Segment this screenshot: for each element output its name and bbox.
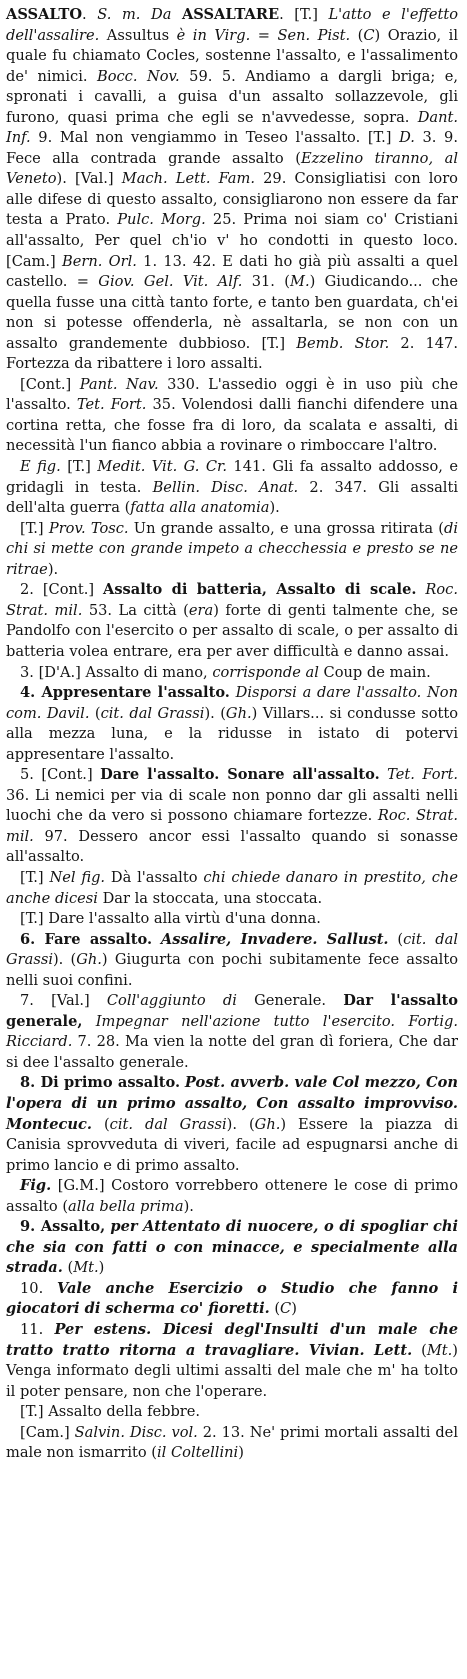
text-run: 25. Prima noi siam co' Cristiani all'assalto, Per quel ch'io v' ho condotti in questo loco. [Cam.] <box>6 211 459 270</box>
entry-sense-5-virtue <box>6 909 458 930</box>
text-run: 6. Fare assalto. <box>20 930 153 948</box>
text-run: ( <box>388 930 404 948</box>
text-run: ). <box>47 560 59 578</box>
text-run: ) Orazio, il quale fu chiamato Cocles, sostenne l'assalto, e l'assalimento de' nimici. <box>6 26 458 85</box>
text-run: Dar l'assalto generale, <box>6 992 459 1030</box>
text-run: 53. La città ( <box>82 601 189 619</box>
entry-paragraph-fig <box>6 457 458 519</box>
text-run: Tet. Fort. <box>76 396 147 414</box>
text-run: 7. [Val.] <box>20 992 107 1010</box>
text-run: Tet. Fort. <box>387 766 458 784</box>
text-run: Pant. Nav. <box>79 375 159 393</box>
text-run: Bellin. Disc. Anat. <box>152 478 299 496</box>
text-run: 2. 13. Ne' primi mortali assalti del male non ismarrito ( <box>6 1423 458 1462</box>
text-run: 7. 28. Ma vien la notte del gran dì foriera, Che dar si dee l'assalto generale. <box>6 1033 458 1071</box>
entry-sense-5 <box>6 765 458 868</box>
text-run: [T.] Assalto della febbre. <box>20 1403 201 1421</box>
text-run: ( <box>350 26 364 44</box>
text-run: ). ( <box>226 1115 255 1133</box>
text-run: ) <box>291 1300 297 1318</box>
text-run: Roc. Strat. mil. <box>6 807 458 845</box>
text-run: Dare l'assalto. Sonare all'assalto. <box>100 766 380 784</box>
text-run: 29. Consigliatisi con loro alle difese di questo assalto, consigliarono non essere da far testa a Prato. <box>6 170 458 229</box>
text-run: fatta alla anatomia <box>130 499 270 517</box>
text-run: . <box>82 6 98 23</box>
text-run: L'atto e l'effetto dell'assalire. <box>6 6 458 44</box>
text-run: Gh. <box>254 1115 281 1133</box>
text-run: Mt. <box>426 1341 453 1359</box>
entry-sense-11-cam <box>6 1423 458 1464</box>
text-run: ) Giugurta con pochi subitamente fece assalto nelli suoi confini. <box>6 951 458 989</box>
text-run: 31. ( <box>242 273 290 291</box>
text-run: 36. Li nemici per via di scale non ponno dar gli assalti nelli luochi che da vero si possono chiamare fortezze. <box>6 786 458 825</box>
text-run: chi chiede danaro in prestito, che anche dicesi <box>6 868 458 907</box>
text-run: corrisponde al <box>212 663 319 681</box>
text-run: D. <box>399 129 415 147</box>
text-run: ). <box>269 499 280 517</box>
entry-sense-5-fig <box>6 868 458 909</box>
text-run: ( <box>269 1300 281 1318</box>
text-run: Post. avverb. vale Col mezzo, Con l'opera di un primo assalto, Con assalto improvviso. Montecuc. <box>6 1074 459 1133</box>
text-run: Gh. <box>76 951 102 969</box>
text-run: ASSALTARE <box>181 6 280 23</box>
text-run: [Cont.] <box>20 375 80 393</box>
text-run: Ezzelino tiranno, al Veneto <box>6 149 459 188</box>
text-run: ). [Val.] <box>56 170 122 188</box>
text-run: C <box>363 26 375 44</box>
text-run: cit. dal Grassi <box>109 1115 227 1133</box>
text-run: Coup de main. <box>318 663 431 681</box>
text-run: . [T.] <box>279 6 329 23</box>
entry-sense-11 <box>6 1320 458 1402</box>
text-run: Salvin. Disc. vol. <box>74 1423 198 1441</box>
text-run: 5. [Cont.] <box>20 766 101 784</box>
text-run: ) Villars... si condusse sotto alla mezza luna, e la ridusse in istato di potervi appresentare l'assalto. <box>6 704 459 763</box>
text-run: [T.] <box>20 519 49 537</box>
text-run: [T.] <box>20 868 50 886</box>
text-run: Assalto di batteria, Assalto di scale. <box>103 581 417 599</box>
text-run <box>82 1013 95 1030</box>
entry-sense-4 <box>6 683 458 765</box>
text-run: Dar la stoccata, una stoccata. <box>97 889 323 907</box>
text-run: 9. Mal non vengiammo in Teseo l'assalto. [T.] <box>30 129 400 147</box>
text-run: M. <box>290 273 310 291</box>
text-run: 59. 5. Andiamo a dargli briga; e, spronati i cavalli, a guisa d'un assalto sollazzevole, gli furono, quasi prima che egli se n'avvedesse, sopra. <box>6 67 459 126</box>
text-run: 8. Di primo assalto. <box>20 1074 181 1092</box>
text-run: 2. 147. Fortezza da ribattere i loro assalti. <box>6 334 458 373</box>
text-run: Prov. Tosc. <box>48 519 129 537</box>
text-run: Giov. Gel. Vit. Alf. <box>98 273 243 291</box>
text-run: ( <box>62 1259 74 1277</box>
text-run: 3. 9. Fece alla contrada grande assalto ( <box>6 129 458 167</box>
text-run: Impegnar nell'azione tutto l'esercito. Fortig. Ricciard. <box>6 1012 458 1051</box>
text-run: C <box>280 1300 292 1318</box>
text-run: 9. Assalto, <box>20 1218 106 1236</box>
text-run: ) Essere la piazza di Canisia sprovveduta di viveri, facile ad espugnarsi anche di primo lancio e di primo assalto. <box>6 1115 458 1174</box>
entry-sense-3 <box>6 663 458 684</box>
text-run: 3. [D'A.] Assalto di mano, <box>20 663 213 681</box>
text-run: Per estens. Dicesi degl'Insulti d'un male che tratto tratto ritorna a travagliare. Vivian. Lett. <box>6 1321 458 1359</box>
text-run: Roc. Strat. mil. <box>6 581 458 619</box>
text-run: [T.] Dare l'assalto alla virtù d'una donna. <box>20 910 321 928</box>
text-run: ). <box>183 1197 194 1215</box>
text-run: per Attentato di nuocere, o di spogliar chi che sia con fatti o con minacce, e specialmente alla strada. <box>6 1218 459 1277</box>
text-run: 141. Gli fa assalto addosso, e gridagli in testa. <box>6 458 458 496</box>
entry-sense-8 <box>6 1073 458 1176</box>
text-run: ). ( <box>52 951 77 969</box>
text-run: ). ( <box>204 704 226 722</box>
entry-sense-6 <box>6 930 458 992</box>
text-run: ) forte di genti talmente che, se Pandolfo con l'esercito o per assalto di scale, o per assalto di batteria volea entrare, era per aver difficultà e danno assai. <box>6 601 458 660</box>
text-run: Disporsi a dare l'assalto. Non com. Davil. <box>6 684 458 722</box>
text-run: 97. Dessero ancor essi l'assalto quando si sonasse all'assalto. <box>6 827 458 866</box>
text-run: [G.M.] Costoro vorrebbero ottenere le cose di primo assalto ( <box>6 1177 458 1215</box>
text-run: il Coltellini <box>157 1444 239 1462</box>
text-run: 4. Appresentare l'assalto. <box>20 684 230 702</box>
text-run: cit. dal Grassi <box>6 930 458 969</box>
text-run: era <box>188 601 214 619</box>
text-run: E fig. <box>20 458 61 476</box>
text-run: Bemb. Stor. <box>296 334 390 352</box>
text-run: Dà l'assalto <box>105 868 204 886</box>
text-run: Generale. <box>236 992 344 1010</box>
text-run: è in Virg. = Sen. Pist. <box>176 26 351 44</box>
text-run: 11. <box>20 1321 55 1338</box>
text-run: ( <box>412 1341 427 1359</box>
text-run: [Cam.] <box>20 1423 75 1441</box>
text-run: Dant. Inf. <box>6 108 458 147</box>
entry-sense-10 <box>6 1279 458 1320</box>
text-run: ASSALTO <box>6 6 83 23</box>
text-run: ) Venga informato degli ultimi assalti del male che m' ha tolto il poter pensare, non che l'operare. <box>6 1341 458 1400</box>
text-run: Assalire, Invadere. Sallust. <box>160 930 389 948</box>
entry-sense-2 <box>6 580 458 662</box>
text-run: Mach. Lett. Fam. <box>121 170 255 188</box>
text-run: Un grande assalto, e una grossa ritirata ( <box>128 519 444 537</box>
text-run <box>152 931 161 948</box>
text-run: ) Giudicando... che quella fusse una città tanto forte, e tanto ben guardata, ch'ei non si potesse offenderla, nè assaltarla, se non con un assalto grandemente dubbioso. [T.] <box>6 273 458 352</box>
text-run: Gh. <box>225 704 252 722</box>
text-run: Pulc. Morg. <box>117 211 206 229</box>
text-run: Assultus <box>106 26 177 44</box>
text-run: Medit. Vit. G. Cr. <box>97 458 227 476</box>
text-run: ( <box>89 704 101 722</box>
text-run: ( <box>92 1115 110 1133</box>
text-run: S. m. Da <box>97 6 182 23</box>
entry-sense-9 <box>6 1217 458 1279</box>
text-run: Coll'aggiunto di <box>106 992 237 1010</box>
entry-headword-paragraph <box>6 5 458 375</box>
text-run: 35. Volendosi dalli fianchi difendere una cortina retta, che fosse fra di loro, da scalata e assalti, di necessità l'un fianco abbia a rovinare o rimboccare l'altro. <box>6 396 458 455</box>
text-run: 1. 13. 42. E dati ho già più assalti a quel castello. = <box>6 252 458 291</box>
text-run: Mt. <box>73 1259 99 1277</box>
text-run: alla bella prima <box>68 1197 184 1215</box>
text-run: 2. [Cont.] <box>20 581 104 599</box>
text-run: 330. L'assedio oggi è in uso più che l'assalto. <box>6 375 458 414</box>
entry-sense-7 <box>6 991 458 1073</box>
text-run: ) <box>238 1444 244 1462</box>
text-run: Nel fig. <box>49 868 106 886</box>
text-run: 2. 347. Gli assalti dell'alta guerra ( <box>6 478 458 517</box>
text-run: Bern. Orl. <box>62 252 137 270</box>
text-run: cit. dal Grassi <box>100 704 205 722</box>
text-run: [T.] <box>60 458 98 476</box>
entry-paragraph-cont-1 <box>6 375 458 457</box>
text-run: Fig. <box>20 1177 52 1195</box>
entry-paragraph-prov <box>6 519 458 581</box>
text-run: di chi si mette con grande impeto a checchessia e presto se ne ritrae <box>6 519 458 578</box>
text-run: 10. <box>20 1279 57 1297</box>
text-run: ) <box>98 1259 105 1277</box>
text-run: Bocc. Nov. <box>97 67 180 85</box>
entry-sense-11-fever <box>6 1402 458 1423</box>
text-run: Vale anche Esercizio o Studio che fanno i giocatori di scherma co' fioretti. <box>6 1279 458 1318</box>
entry-sense-8-fig <box>6 1176 458 1217</box>
